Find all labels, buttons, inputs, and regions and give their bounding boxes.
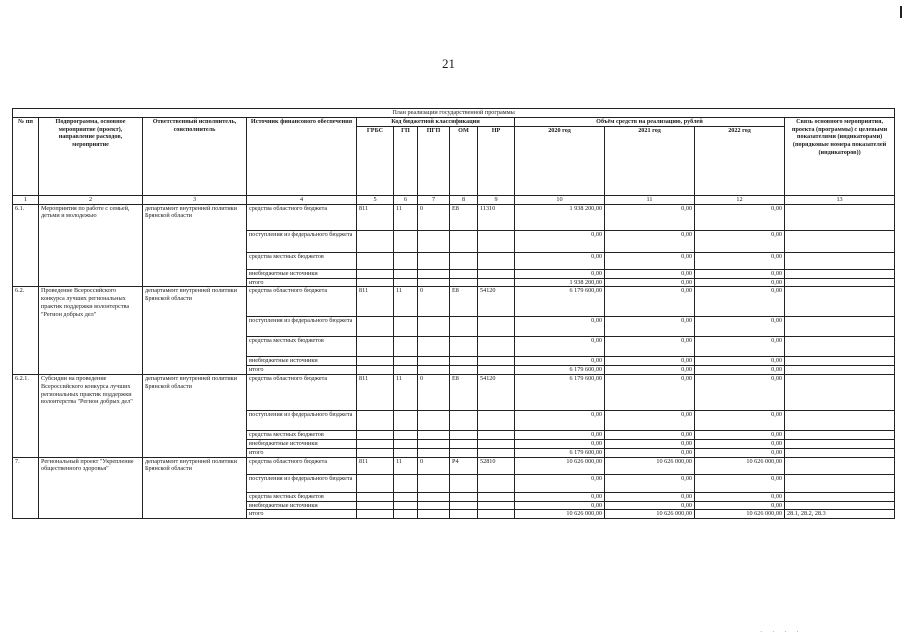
cell-nr [478, 431, 515, 440]
cell-pgp [418, 317, 450, 337]
cell-link [785, 278, 895, 287]
cell-nr [478, 439, 515, 448]
cell-2020: 6 179 600,00 [515, 287, 605, 317]
cell-source: внебюджетные источники [247, 501, 357, 510]
cell-2020: 0,00 [515, 317, 605, 337]
cell-om [450, 366, 478, 375]
cell-2021: 0,00 [605, 411, 695, 431]
cell-om: Р4 [450, 457, 478, 474]
cell-2020: 0,00 [515, 269, 605, 278]
cell-2021: 0,00 [605, 252, 695, 269]
row-executor: департамент внутренней политики Брянской области [143, 287, 247, 375]
cell-grbs: 811 [357, 375, 394, 411]
cell-2020: 0,00 [515, 431, 605, 440]
column-number: 8 [450, 195, 478, 204]
cell-pgp [418, 337, 450, 357]
cell-om [450, 474, 478, 492]
cell-pgp [418, 474, 450, 492]
cell-2022: 0,00 [695, 204, 785, 230]
cell-2021: 10 626 000,00 [605, 510, 695, 519]
cell-2021: 0,00 [605, 337, 695, 357]
cell-grbs [357, 278, 394, 287]
cell-2022: 0,00 [695, 252, 785, 269]
cell-pgp [418, 448, 450, 457]
cell-grbs: 811 [357, 204, 394, 230]
cell-om: Е8 [450, 204, 478, 230]
cell-om [450, 317, 478, 337]
scan-edge-mark [900, 6, 902, 18]
row-number: 6.1. [13, 204, 39, 287]
cell-pgp [418, 252, 450, 269]
column-number: 9 [478, 195, 515, 204]
cell-source: средства местных бюджетов [247, 337, 357, 357]
cell-grbs [357, 357, 394, 366]
table-row [13, 457, 895, 474]
header-source: Источник финансового обеспечения [247, 117, 357, 195]
cell-gp [394, 501, 418, 510]
cell-grbs [357, 431, 394, 440]
cell-source: итого [247, 448, 357, 457]
cell-nr [478, 278, 515, 287]
cell-pgp [418, 439, 450, 448]
column-number: 2 [39, 195, 143, 204]
cell-2021: 0,00 [605, 317, 695, 337]
cell-2022: 0,00 [695, 269, 785, 278]
header-link: Связь основного мероприятия, проекта (программы) с целевыми показателями (индикаторами) (порядковые номера показателей (индикаторов)) [785, 117, 895, 195]
cell-om: Е8 [450, 287, 478, 317]
cell-2020: 0,00 [515, 230, 605, 252]
cell-2020: 10 626 000,00 [515, 510, 605, 519]
cell-om: Е8 [450, 375, 478, 411]
cell-pgp [418, 269, 450, 278]
column-number: 1 [13, 195, 39, 204]
cell-gp [394, 411, 418, 431]
cell-link [785, 492, 895, 501]
cell-2021: 0,00 [605, 501, 695, 510]
cell-2021: 0,00 [605, 474, 695, 492]
cell-om [450, 439, 478, 448]
table-title: План реализации государственной программы [13, 109, 895, 118]
cell-link [785, 474, 895, 492]
cell-pgp [418, 501, 450, 510]
cell-source: поступления из федерального бюджета [247, 411, 357, 431]
cell-2020: 0,00 [515, 357, 605, 366]
cell-pgp [418, 278, 450, 287]
cell-2021: 0,00 [605, 278, 695, 287]
cell-om [450, 230, 478, 252]
cell-2022: 0,00 [695, 431, 785, 440]
cell-link [785, 317, 895, 337]
cell-pgp: 0 [418, 204, 450, 230]
cell-2021: 0,00 [605, 287, 695, 317]
column-number: 12 [695, 195, 785, 204]
cell-link [785, 457, 895, 474]
cell-2022: 0,00 [695, 375, 785, 411]
cell-om [450, 357, 478, 366]
cell-om [450, 510, 478, 519]
cell-2022: 0,00 [695, 357, 785, 366]
cell-grbs: 811 [357, 457, 394, 474]
cell-om [450, 501, 478, 510]
cell-nr [478, 411, 515, 431]
header-executor: Ответственный исполнитель, соисполнитель [143, 117, 247, 195]
cell-2020: 1 938 200,00 [515, 278, 605, 287]
cell-source: итого [247, 366, 357, 375]
cell-grbs [357, 252, 394, 269]
cell-link [785, 366, 895, 375]
cell-source: внебюджетные источники [247, 269, 357, 278]
cell-link [785, 439, 895, 448]
table-row [13, 204, 895, 230]
cell-nr: 54120 [478, 375, 515, 411]
column-numbers-row [13, 195, 895, 204]
cell-nr [478, 492, 515, 501]
cell-2022: 0,00 [695, 411, 785, 431]
cell-gp: 11 [394, 287, 418, 317]
cell-link: 28.1, 28.2, 28.3 [785, 510, 895, 519]
row-number: 6.2. [13, 287, 39, 375]
column-number: 10 [515, 195, 605, 204]
cell-gp [394, 252, 418, 269]
cell-2022: 10 626 000,00 [695, 510, 785, 519]
header-nr: НР [478, 126, 515, 195]
cell-2021: 0,00 [605, 204, 695, 230]
cell-2022: 0,00 [695, 287, 785, 317]
header-volume-group: Объём средств на реализацию, рублей [515, 117, 785, 126]
cell-2020: 6 179 600,00 [515, 366, 605, 375]
cell-grbs [357, 230, 394, 252]
cell-grbs [357, 501, 394, 510]
cell-gp [394, 357, 418, 366]
row-number: 6.2.1. [13, 375, 39, 458]
cell-source: средства областного бюджета [247, 204, 357, 230]
cell-pgp [418, 366, 450, 375]
cell-source: итого [247, 510, 357, 519]
cell-gp [394, 431, 418, 440]
cell-gp: 11 [394, 204, 418, 230]
cell-gp: 11 [394, 457, 418, 474]
cell-2022: 0,00 [695, 439, 785, 448]
cell-link [785, 269, 895, 278]
cell-2021: 0,00 [605, 448, 695, 457]
cell-gp [394, 317, 418, 337]
cell-link [785, 230, 895, 252]
cell-2020: 0,00 [515, 439, 605, 448]
cell-nr [478, 448, 515, 457]
cell-pgp [418, 510, 450, 519]
cell-source: внебюджетные источники [247, 439, 357, 448]
cell-source: поступления из федерального бюджета [247, 474, 357, 492]
cell-link [785, 287, 895, 317]
cell-nr [478, 501, 515, 510]
cell-link [785, 411, 895, 431]
cell-gp [394, 474, 418, 492]
header-om: ОМ [450, 126, 478, 195]
cell-gp [394, 269, 418, 278]
header-2020: 2020 год [515, 126, 605, 195]
cell-gp [394, 366, 418, 375]
cell-2022: 0,00 [695, 501, 785, 510]
column-number: 11 [605, 195, 695, 204]
column-number: 5 [357, 195, 394, 204]
table-row [13, 287, 895, 317]
cell-link [785, 375, 895, 411]
cell-source: итого [247, 278, 357, 287]
scan-artifact: · · · · [760, 628, 803, 636]
cell-2020: 0,00 [515, 411, 605, 431]
row-number: 7. [13, 457, 39, 519]
cell-nr [478, 357, 515, 366]
cell-grbs [357, 448, 394, 457]
cell-2022: 0,00 [695, 317, 785, 337]
table-row [13, 375, 895, 411]
cell-2021: 0,00 [605, 492, 695, 501]
cell-pgp [418, 411, 450, 431]
cell-grbs [357, 474, 394, 492]
cell-link [785, 204, 895, 230]
cell-2021: 0,00 [605, 431, 695, 440]
cell-grbs [357, 439, 394, 448]
column-number: 4 [247, 195, 357, 204]
cell-om [450, 269, 478, 278]
cell-om [450, 278, 478, 287]
plan-table [12, 108, 895, 519]
cell-nr [478, 252, 515, 269]
cell-grbs [357, 411, 394, 431]
cell-nr [478, 317, 515, 337]
cell-2020: 0,00 [515, 337, 605, 357]
row-executor: департамент внутренней политики Брянской области [143, 204, 247, 287]
row-executor: департамент внутренней политики Брянской области [143, 457, 247, 519]
cell-link [785, 501, 895, 510]
cell-2022: 0,00 [695, 230, 785, 252]
cell-gp [394, 278, 418, 287]
cell-2021: 0,00 [605, 269, 695, 278]
header-bk-group: Код бюджетной классификации [357, 117, 515, 126]
header-grbs: ГРБС [357, 126, 394, 195]
cell-pgp [418, 492, 450, 501]
cell-2021: 0,00 [605, 375, 695, 411]
cell-grbs [357, 510, 394, 519]
cell-2020: 0,00 [515, 492, 605, 501]
cell-link [785, 252, 895, 269]
row-program-name: Региональный проект "Укрепление общественного здоровья" [39, 457, 143, 519]
cell-source: средства местных бюджетов [247, 431, 357, 440]
cell-source: средства областного бюджета [247, 287, 357, 317]
cell-2022: 0,00 [695, 492, 785, 501]
cell-source: средства областного бюджета [247, 375, 357, 411]
header-2022: 2022 год [695, 126, 785, 195]
cell-grbs [357, 366, 394, 375]
cell-grbs [357, 317, 394, 337]
cell-source: средства местных бюджетов [247, 252, 357, 269]
cell-grbs [357, 337, 394, 357]
cell-gp [394, 492, 418, 501]
cell-source: средства областного бюджета [247, 457, 357, 474]
row-program-name: Проведение Всероссийского конкурса лучших региональных практик поддержки волонтерства "Регион добрых дел" [39, 287, 143, 375]
cell-pgp [418, 230, 450, 252]
cell-2022: 0,00 [695, 448, 785, 457]
cell-pgp: 0 [418, 287, 450, 317]
column-number: 13 [785, 195, 895, 204]
cell-2020: 6 179 600,00 [515, 448, 605, 457]
column-number: 3 [143, 195, 247, 204]
cell-gp [394, 439, 418, 448]
cell-source: внебюджетные источники [247, 357, 357, 366]
cell-2020: 0,00 [515, 252, 605, 269]
cell-2021: 0,00 [605, 366, 695, 375]
cell-pgp: 0 [418, 375, 450, 411]
cell-2022: 0,00 [695, 474, 785, 492]
cell-link [785, 337, 895, 357]
cell-2021: 0,00 [605, 230, 695, 252]
cell-2021: 10 626 000,00 [605, 457, 695, 474]
cell-gp [394, 337, 418, 357]
column-number: 6 [394, 195, 418, 204]
cell-om [450, 337, 478, 357]
row-program-name: Субсидии на проведение Всероссийского конкурса лучших региональных практик поддержки волонтерства "Регион добрых дел" [39, 375, 143, 458]
cell-pgp [418, 357, 450, 366]
table-body [13, 204, 895, 519]
cell-pgp [418, 431, 450, 440]
cell-2022: 0,00 [695, 337, 785, 357]
cell-gp: 11 [394, 375, 418, 411]
cell-nr: 52810 [478, 457, 515, 474]
cell-2020: 0,00 [515, 474, 605, 492]
cell-link [785, 431, 895, 440]
cell-gp [394, 448, 418, 457]
cell-nr [478, 337, 515, 357]
cell-om [450, 252, 478, 269]
cell-2021: 0,00 [605, 357, 695, 366]
page-number: 21 [442, 56, 455, 71]
column-number: 7 [418, 195, 450, 204]
cell-nr [478, 510, 515, 519]
cell-source: поступления из федерального бюджета [247, 317, 357, 337]
header-num: № пп [13, 117, 39, 195]
row-executor: департамент внутренней политики Брянской области [143, 375, 247, 458]
cell-om [450, 411, 478, 431]
cell-om [450, 492, 478, 501]
cell-2022: 0,00 [695, 278, 785, 287]
cell-link [785, 448, 895, 457]
cell-source: поступления из федерального бюджета [247, 230, 357, 252]
cell-gp [394, 510, 418, 519]
header-pgp: ПГП [418, 126, 450, 195]
cell-nr: 11310 [478, 204, 515, 230]
cell-om [450, 431, 478, 440]
cell-nr [478, 269, 515, 278]
cell-2021: 0,00 [605, 439, 695, 448]
cell-source: средства местных бюджетов [247, 492, 357, 501]
cell-2022: 10 626 000,00 [695, 457, 785, 474]
cell-2020: 0,00 [515, 501, 605, 510]
cell-2020: 1 938 200,00 [515, 204, 605, 230]
cell-grbs [357, 269, 394, 278]
cell-om [450, 448, 478, 457]
row-program-name: Мероприятия по работе с семьей, детьми и молодежью [39, 204, 143, 287]
cell-nr: 54120 [478, 287, 515, 317]
cell-2020: 6 179 600,00 [515, 375, 605, 411]
header-gp: ГП [394, 126, 418, 195]
cell-link [785, 357, 895, 366]
cell-gp [394, 230, 418, 252]
cell-nr [478, 230, 515, 252]
cell-2022: 0,00 [695, 366, 785, 375]
cell-nr [478, 366, 515, 375]
header-program: Подпрограмма, основное мероприятие (проект), направление расходов, мероприятие [39, 117, 143, 195]
cell-pgp: 0 [418, 457, 450, 474]
cell-2020: 10 626 000,00 [515, 457, 605, 474]
header-2021: 2021 год [605, 126, 695, 195]
cell-grbs: 811 [357, 287, 394, 317]
cell-grbs [357, 492, 394, 501]
cell-nr [478, 474, 515, 492]
